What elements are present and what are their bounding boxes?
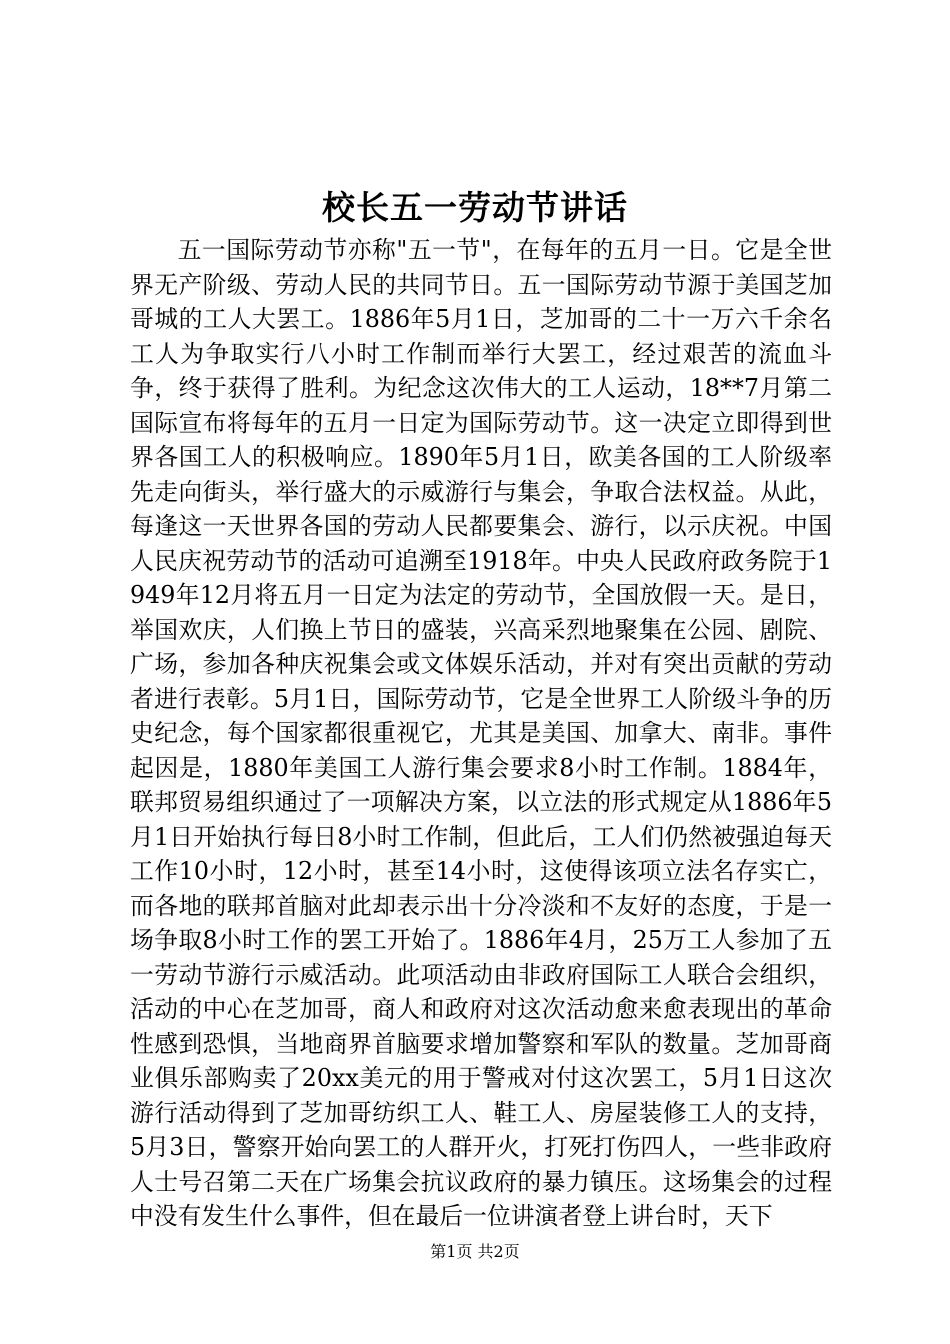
page-footer: 第1页 共2页 xyxy=(430,1242,520,1261)
document-body-paragraph: 五一国际劳动节亦称"五一节"，在每年的五月一日。它是全世界无产阶级、劳动人民的共同节日。五一国际劳动节源于美国芝加哥城的工人大罢工。1886年5月1日，芝加哥的二十一万六千余名工人为争取实行八小时工作制而举行大罢工，经过艰苦的流血斗争，终于获得了胜利。为纪念这次伟大的工人运动，18**7月第二国际宣布将每年的五月一日定为国际劳动节。这一决定立即得到世界各国工人的积极响应。1890年5月1日，欧美各国的工人阶级率先走向街头，举行盛大的示威游行与集会，争取合法权益。从此，每逢这一天世界各国的劳动人民都要集会、游行，以示庆祝。中国人民庆祝劳动节的活动可追溯至1918年。中央人民政府政务院于1949年12月将五月一日定为法定的劳动节，全国放假一天。是日，举国欢庆，人们换上节日的盛装，兴高采烈地聚集在公园、剧院、广场，参加各种庆祝集会或文体娱乐活动，并对有突出贡献的劳动者进行表彰。5月1日，国际劳动节，它是全世界工人阶级斗争的历史纪念，每个国家都很重视它，尤其是美国、加拿大、南非。事件起因是，1880年美国工人游行集会要求8小时工作制。1884年，联邦贸易组织通过了一项解决方案，以立法的形式规定从1886年5月1日开始执行每日8小时工作制，但此后，工人们仍然被强迫每天工作10小时，12小时，甚至14小时，这使得该项立法名存实亡，而各地的联邦首脑对此却表示出十分冷淡和不友好的态度，于是一场争取8小时工作的罢工开始了。1886年4月，25万工人参加了五一劳动节游行示威活动。此项活动由非政府国际工人联合会组织，活动的中心在芝加哥，商人和政府对这次活动愈来愈表现出的革命性感到恐惧，当地商界首脑要求增加警察和军队的数量。芝加哥商业俱乐部购卖了20xx美元的用于警戒对付这次罢工，5月1日这次游行活动得到了芝加哥纺织工人、鞋工人、房屋装修工人的支持，5月3日，警察开始向罢工的人群开火，打死打伤四人，一些非政府人士号召第二天在广场集会抗议政府的暴力镇压。这场集会的过程中没有发生什么事件，但在最后一位讲演者登上讲台时，天下 xyxy=(130,236,832,1230)
document-title: 校长五一劳动节讲话 xyxy=(322,188,628,227)
